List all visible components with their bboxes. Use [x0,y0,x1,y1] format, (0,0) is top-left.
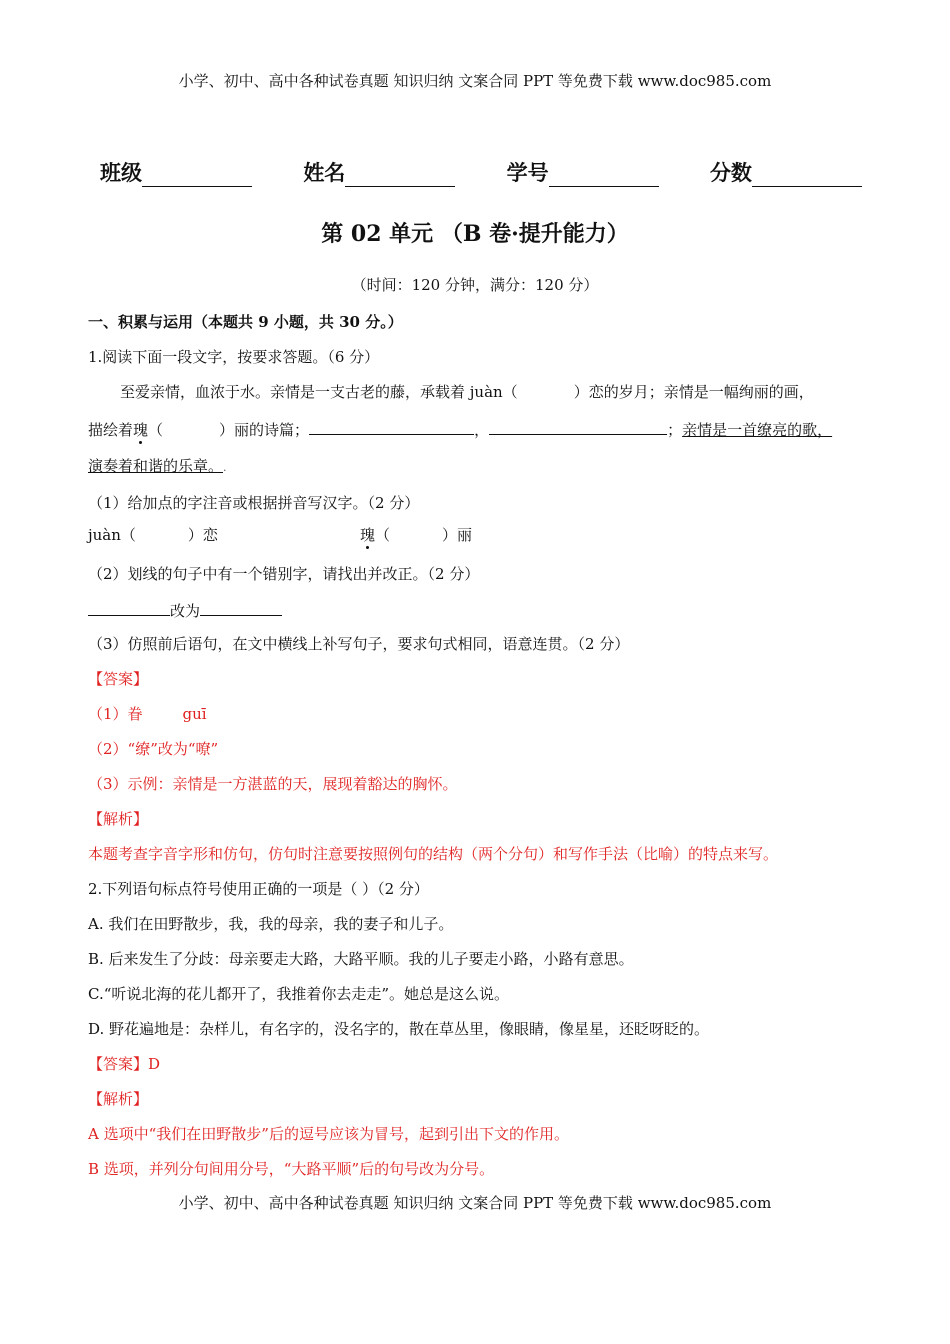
answer-pinyin: guī [182,705,207,723]
student-info-row [100,157,862,187]
q1-sub1-items [88,525,472,545]
q1-stem: 1.阅读下面一段文字，按要求答题。（6 分） [88,348,380,366]
answer-item-3: （3）示例：亲情是一方湛蓝的天，展现着豁达的胸怀。 [88,775,458,793]
q1-sub1: （1）给加点的字注音或根据拼音写汉字。（2 分） [88,494,420,512]
dotted-character: 瑰 [359,526,375,544]
q1-sub3: （3）仿照前后语句，在文中横线上补写句子，要求句式相同，语意连贯。（2 分） [88,635,630,653]
q1-passage-text: ）恋的岁月；亲情是一幅绚丽的画， [573,383,814,401]
exam-time-info: （时间：120 分钟，满分：120 分） [351,276,599,294]
class-blank [142,164,252,187]
class-label: 班级 [100,160,142,185]
pinyin-item: juàn（ [88,526,136,544]
q1-passage-text: ）丽的诗篇； [219,421,310,439]
name-blank [345,164,455,187]
q2-option-d: D. 野花遍地是：杂样儿，有名字的，没名字的，散在草丛里，像眼睛，像星星，还眨呀眨的。 [88,1020,710,1038]
q1-sub2-line [88,599,282,621]
pinyin-item: ）丽 [441,526,472,544]
pinyin-item: ）恋 [187,526,218,544]
q1-sub2: （2）划线的句子中有一个错别字，请找出并改正。（2 分） [88,565,480,583]
correct-char-blank[interactable] [200,599,282,616]
score-blank [752,164,862,187]
q2-option-a: A. 我们在田野散步，我，我的母亲，我的妻子和儿子。 [88,915,454,933]
answer-item-1 [88,704,207,724]
q1-passage-line2 [88,418,832,440]
q1-passage-text: ， [474,421,490,439]
answer-value: D [148,1055,161,1073]
header-banner: 小学、初中、高中各种试卷真题 知识归纳 文案合同 PPT 等免费下载 www.doc985.com [178,72,772,90]
q1-passage-text: 至爱亲情，血浓于水。亲情是一支古老的藤，承载着 juàn（ [120,383,518,401]
q1-passage-text: ； [667,421,683,439]
q2-analysis-label: 【解析】 [88,1090,149,1108]
dotted-character: 瑰 [133,421,149,439]
analysis-label: 【解析】 [88,810,149,828]
q1-passage-text: 描绘着 [88,421,134,439]
section-heading: 一、积累与运用（本题共 9 小题，共 30 分。） [88,313,403,331]
answer-text: （1）眷 [88,705,143,723]
fill-blank-1[interactable] [309,418,474,435]
answer-item-2: （2）“缭”改为“嘹” [88,740,219,758]
pinyin-item: （ [374,526,390,544]
fill-blank-2[interactable] [489,418,667,435]
student-id-label: 学号 [506,160,549,185]
underlined-sentence: 演奏着和谐的乐章。 [88,457,224,475]
q2-analysis-b: B 选项，并列分句间用分号，“大路平顺”后的句号改为分号。 [88,1160,495,1178]
underlined-sentence: 亲情是一首缭亮的歌， [682,421,833,439]
q2-stem: 2.下列语句标点符号使用正确的一项是（ ）（2 分） [88,880,429,898]
wrong-char-blank[interactable] [88,599,170,616]
q1-passage-line1 [120,382,814,402]
q1-passage-line3: 演奏着和谐的乐章。. [88,457,227,475]
q2-option-b: B. 后来发生了分歧：母亲要走大路，大路平顺。我的儿子要走小路，小路有意思。 [88,950,634,968]
answer-label: 【答案】 [88,1055,149,1073]
score-label: 分数 [709,160,752,185]
page-title: 第 02 单元 （B 卷·提升能力） [321,221,629,247]
q1-passage-text: （ [148,421,164,439]
student-id-blank [549,164,659,187]
q2-option-c: C.“听说北海的花儿都开了，我推着你去走走”。她总是这么说。 [88,985,510,1003]
q2-answer [88,1054,160,1074]
analysis-text: 本题考查字音字形和仿句，仿句时注意要按照例句的结构（两个分句）和写作手法（比喻）的特点来写。 [88,845,779,863]
name-label: 姓名 [303,160,346,185]
change-to-label: 改为 [170,602,201,620]
answer-label: 【答案】 [88,670,149,688]
footer-banner: 小学、初中、高中各种试卷真题 知识归纳 文案合同 PPT 等免费下载 www.doc985.com [178,1194,772,1212]
q2-analysis-a: A 选项中“我们在田野散步”后的逗号应该为冒号，起到引出下文的作用。 [88,1125,569,1143]
